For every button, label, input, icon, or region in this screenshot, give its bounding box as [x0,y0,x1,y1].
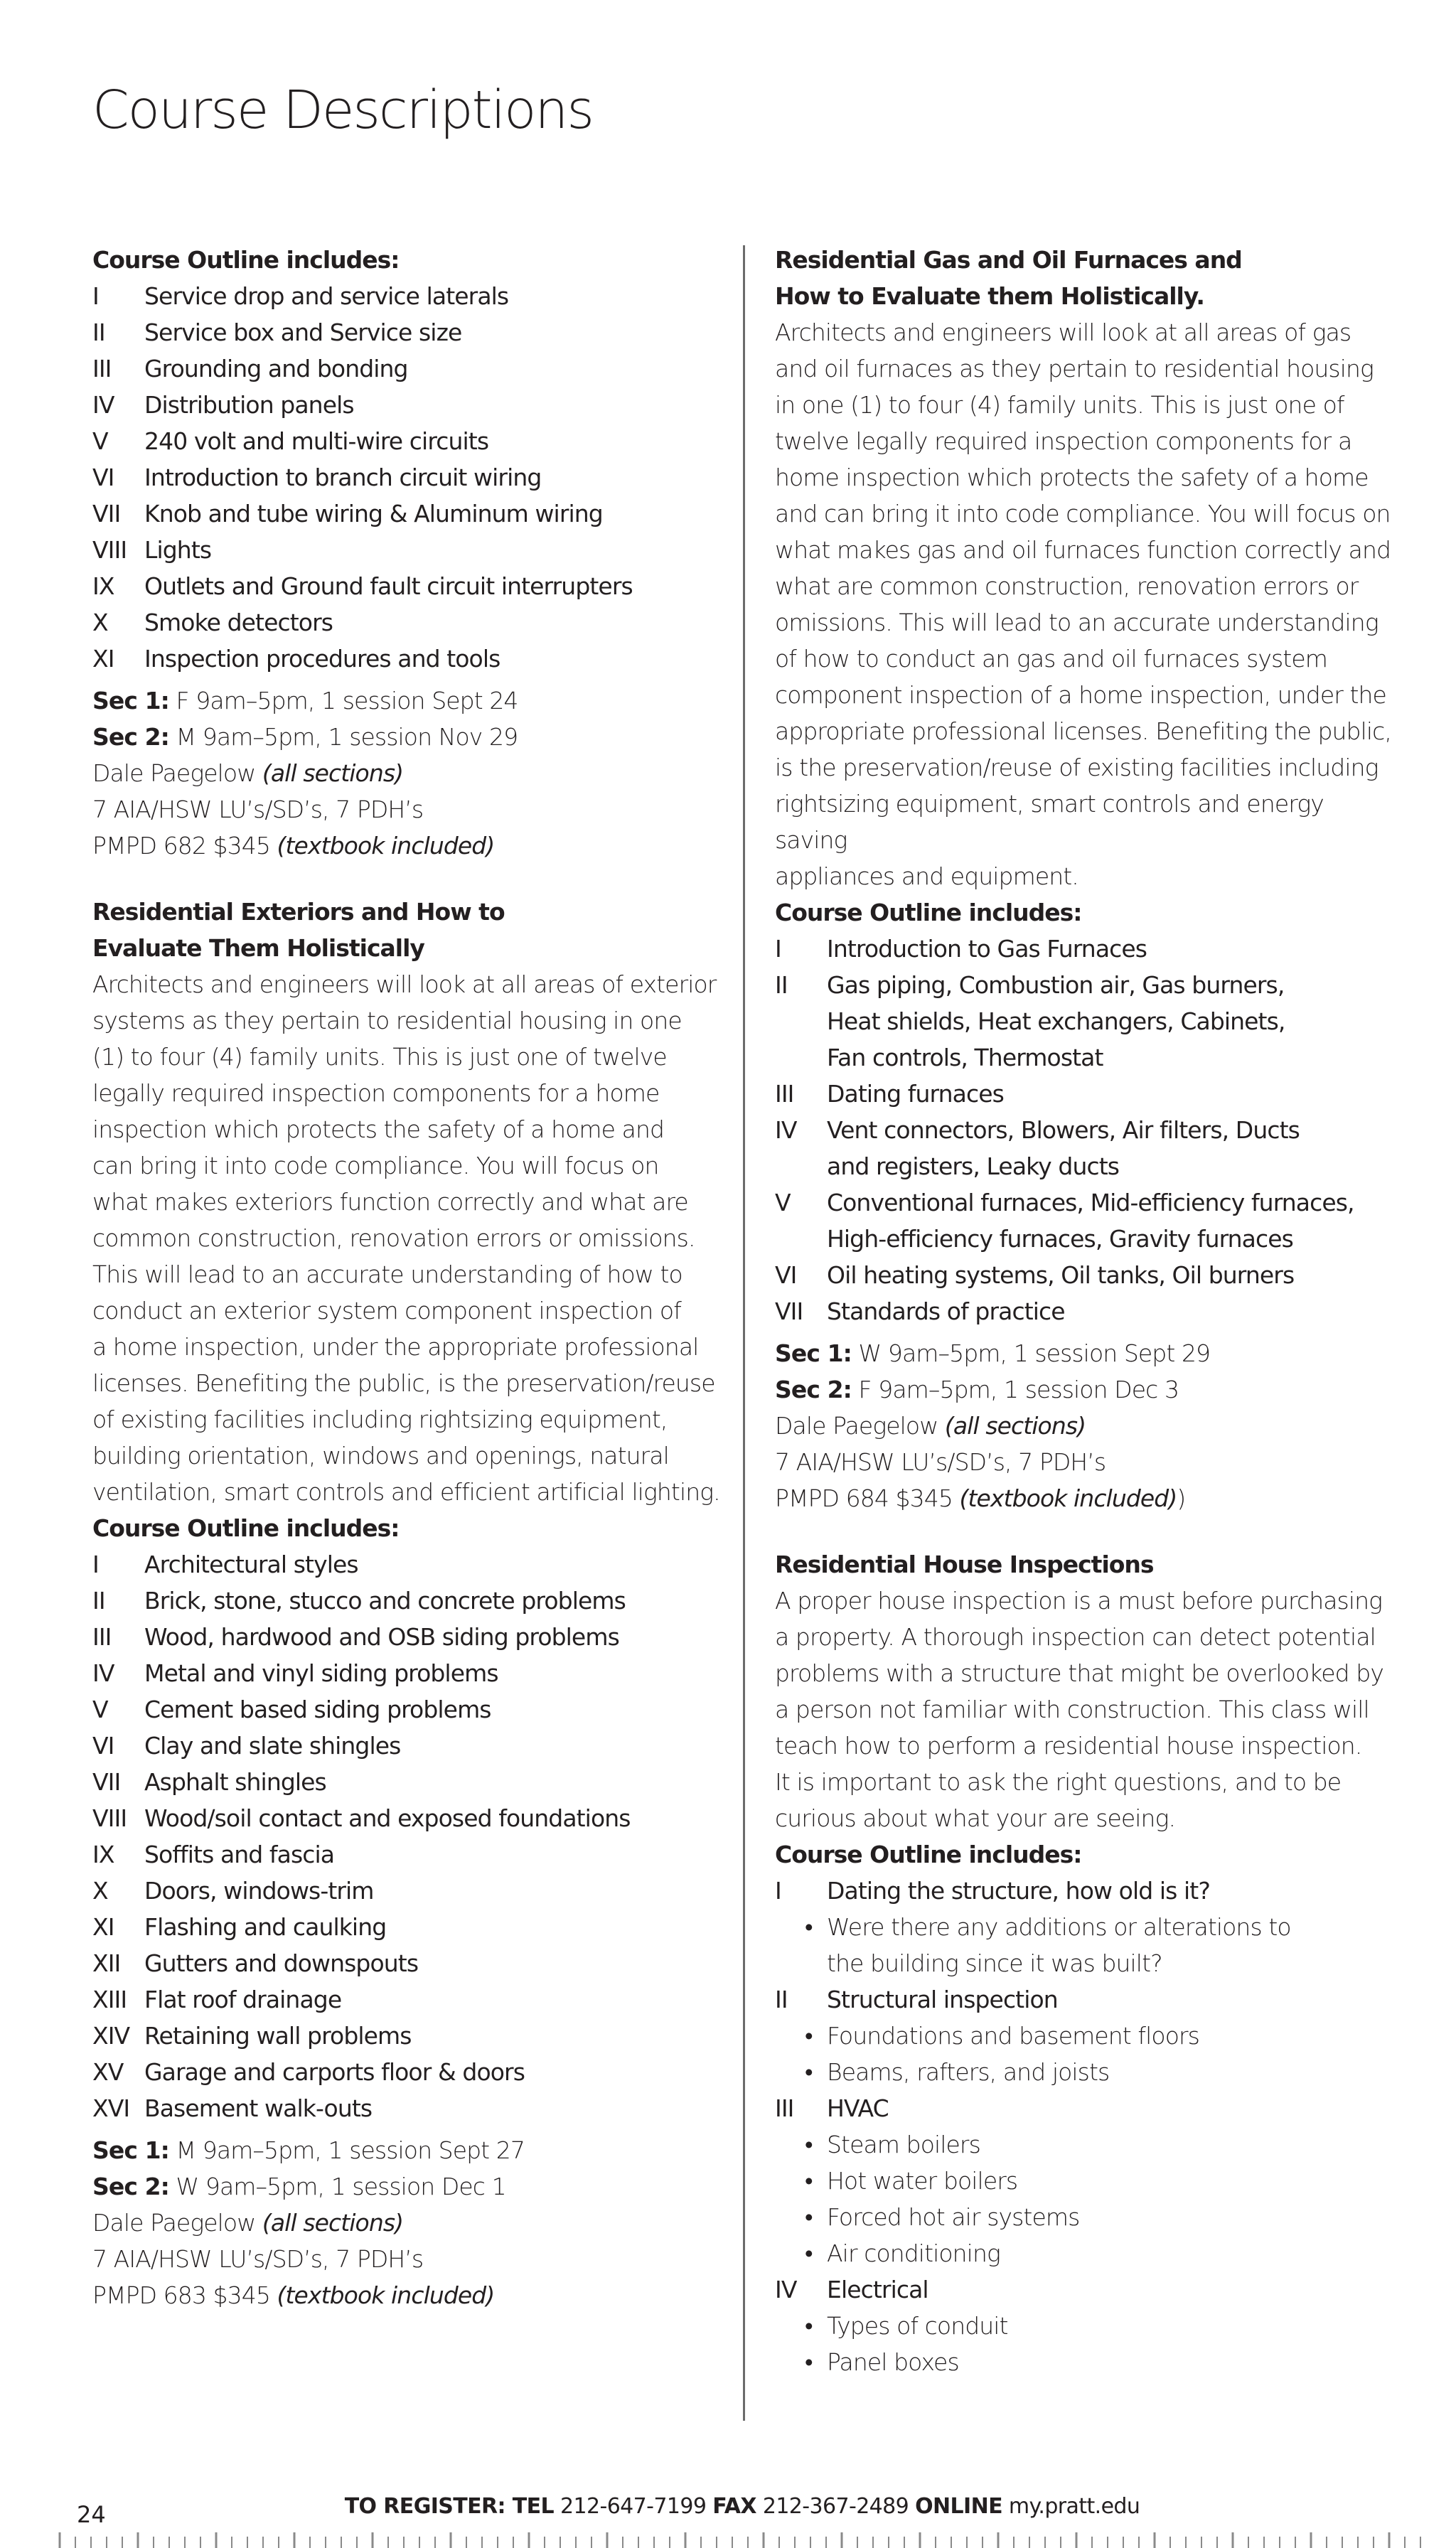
register-label: TO REGISTER: [344,2494,513,2519]
course-title-line: Residential Gas and Oil Furnaces and [775,246,1242,274]
item-number: III [92,1623,112,1651]
item-text: Clay and slate shingles [144,1732,401,1760]
item-text-line: Introduction to Gas Furnaces [827,935,1147,963]
description-line: problems with a structure that might be overlooked by [775,1659,1383,1687]
item-text: Electrical [827,2276,928,2303]
course-code: PMPD 683 $345 [92,2281,277,2309]
description-line: what are common construction, renovation errors or [775,572,1359,600]
list-item [775,1873,1401,1909]
description-line: of existing facilities including rightsizing equipment, [92,1406,668,1433]
course-description [92,966,725,1510]
description-line: teach how to perform a residential house inspection. [775,1732,1362,1760]
outline-list [775,1873,1401,2380]
item-number: IX [92,572,114,600]
list-item [92,2018,725,2054]
list-item [775,1293,1401,1329]
item-number: XV [92,2058,124,2086]
outline-heading: Course Outline includes: [92,246,400,274]
item-text: Lights [144,536,212,564]
item-number: II [92,1587,105,1615]
description-line: a home inspection, under the appropriate professional [92,1333,699,1361]
list-item [775,1981,1401,2018]
item-number: II [775,971,788,999]
description-line: a person not familiar with construction. This class will [775,1696,1369,1723]
course-title [92,894,725,966]
bullet-icon: • [805,1913,813,1941]
list-item [92,423,725,459]
item-text [827,1257,1401,1293]
item-text: Metal and vinyl siding problems [144,1659,498,1687]
section-2 [92,719,725,755]
item-number: VII [92,1768,121,1796]
instructor-note: (all sections) [944,1412,1086,1440]
item-number: X [92,609,108,636]
list-item [92,568,725,604]
item-text: Flat roof drainage [144,1986,342,2013]
textbook-note-tail: ) [1177,1484,1186,1512]
spacer [92,864,725,894]
tel-label: TEL [512,2494,555,2519]
right-column [775,242,1401,2380]
item-number: XII [92,1949,121,1977]
item-number: IV [775,1116,797,1144]
course-title-line: How to Evaluate them Holistically. [775,282,1204,310]
instructor-note: (all sections) [262,2209,404,2237]
item-number: XVI [92,2094,130,2122]
item-text: Structural inspection [827,1986,1058,2013]
list-item [775,1112,1401,1184]
item-text: Service drop and service laterals [144,282,509,310]
description-line: a property. A thorough inspection can detect potential [775,1623,1376,1651]
description-line: appropriate professional licenses. Benefiting the public, [775,717,1391,745]
list-item [92,350,725,387]
instructor-name: Dale Paegelow [92,2209,262,2237]
course-description [775,1583,1401,1836]
item-number: II [92,318,105,346]
textbook-note: (textbook included) [959,1484,1177,1512]
description-line: omissions. This will lead to an accurate understanding [775,609,1379,636]
course-title-line: Residential Exteriors and How to [92,898,505,926]
list-item [775,967,1401,1076]
description-line: home inspection which protects the safety of a home [775,464,1369,491]
outline-list [775,931,1401,1329]
section-1-schedule: M 9am–5pm, 1 session Sept 27 [168,2136,525,2164]
item-text-line: Oil heating systems, Oil tanks, Oil burners [827,1261,1295,1289]
course-code-price [92,2277,725,2313]
list-item [92,1546,725,1583]
bullet-text [827,1909,1401,1981]
item-number: VIII [92,536,127,564]
item-number: XI [92,1913,114,1941]
list-item [92,1655,725,1691]
item-text [827,967,1401,1076]
item-number: I [92,1551,99,1578]
bullet-item [775,2054,1401,2090]
item-number: V [92,1696,108,1723]
bullet-icon: • [805,2203,813,2231]
section-2-label: Sec 2: [775,1376,852,1403]
item-text: Wood, hardwood and OSB siding problems [144,1623,619,1651]
bullet-text: Types of conduit [827,2312,1008,2340]
course-title: Residential House Inspections [775,1551,1154,1578]
item-text: Inspection procedures and tools [144,645,500,673]
left-column [92,242,725,2313]
section-1 [775,1335,1401,1371]
instructor [92,755,725,791]
item-text-line: Dating furnaces [827,1080,1004,1108]
course-furnaces [775,242,1401,1516]
description-line: appliances and equipment. [775,862,1078,890]
item-text: Garage and carports floor & doors [144,2058,525,2086]
item-text: Flashing and caulking [144,1913,387,1941]
section-2-schedule: F 9am–5pm, 1 session Dec 3 [851,1376,1179,1403]
list-item [92,1619,725,1655]
list-item [92,2054,725,2090]
outline-heading: Course Outline includes: [775,899,1082,926]
item-text-line: Gas piping, Combustion air, Gas burners, [827,971,1285,999]
list-item [92,1800,725,1836]
item-text: Wood/soil contact and exposed foundations [144,1804,631,1832]
section-info [775,1335,1401,1516]
item-number: III [775,2094,794,2122]
description-line: component inspection of a home inspection, under the [775,681,1386,709]
item-number: IV [775,2276,797,2303]
description-line: what makes exteriors function correctly and what are [92,1188,688,1216]
description-line: curious about what your are seeing. [775,1804,1176,1832]
item-number: VII [775,1297,803,1325]
list-item [92,2090,725,2126]
description-line: what makes gas and oil furnaces function correctly and [775,536,1391,564]
description-line: (1) to four (4) family units. This is just one of twelve [92,1043,667,1071]
textbook-note: (textbook included) [277,832,495,860]
item-text [827,1112,1401,1184]
item-number: IV [92,391,114,419]
outline-heading: Course Outline includes: [92,1514,400,1542]
description-line: in one (1) to four (4) family units. This is just one of [775,391,1344,419]
section-2-label: Sec 2: [92,2173,169,2200]
list-item [775,1076,1401,1112]
bullet-text-line: Were there any additions or alterations to [827,1913,1291,1941]
list-item [775,2090,1401,2126]
course-exteriors [92,894,725,2313]
list-item [92,278,725,314]
list-item [92,604,725,641]
bullet-icon: • [805,2058,813,2086]
item-number: I [775,935,781,963]
item-number: I [775,1877,781,1905]
bullet-item [775,2018,1401,2054]
instructor-name: Dale Paegelow [775,1412,945,1440]
item-text: Architectural styles [144,1551,358,1578]
credits: 7 AIA/HSW LU’s/SD’s, 7 PDH’s [92,796,424,823]
online-label: ONLINE [915,2494,1002,2519]
list-item [92,1583,725,1619]
list-item [92,496,725,532]
description-line: licenses. Benefiting the public, is the preservation/reuse [92,1369,715,1397]
description-line: of how to conduct an gas and oil furnaces system [775,645,1327,673]
list-item [92,1836,725,1873]
description-line: inspection which protects the safety of a home and [92,1115,665,1143]
bullet-text: Foundations and basement floors [827,2022,1199,2050]
section-1 [92,2132,725,2168]
bullet-item [775,2308,1401,2344]
bullet-text: Steam boilers [827,2131,980,2158]
list-item [92,387,725,423]
item-text: Retaining wall problems [144,2022,412,2050]
item-number: IV [92,1659,114,1687]
item-number: V [92,427,108,455]
description-line: legally required inspection components for a home [92,1079,660,1107]
section-2 [92,2168,725,2205]
item-text: Gutters and downspouts [144,1949,419,1977]
item-number: VI [92,1732,114,1760]
list-item [92,1764,725,1800]
list-item [92,1873,725,1909]
bullet-item [775,2344,1401,2380]
instructor [775,1408,1401,1444]
item-text: Service box and Service size [144,318,462,346]
list-item [92,641,725,677]
bullet-item [775,1909,1401,1981]
list-item [92,1728,725,1764]
credits: 7 AIA/HSW LU’s/SD’s, 7 PDH’s [775,1448,1106,1476]
item-text [827,1184,1401,1257]
item-text: 240 volt and multi-wire circuits [144,427,489,455]
list-item [775,1257,1401,1293]
description-line: systems as they pertain to residential housing in one [92,1007,682,1034]
credits: 7 AIA/HSW LU’s/SD’s, 7 PDH’s [92,2245,424,2273]
page-number: 24 [77,2501,106,2528]
section-1-label: Sec 1: [92,2136,169,2164]
item-number: I [92,282,99,310]
item-number: II [775,1986,788,2013]
outline-list [92,278,725,677]
item-number: VII [92,500,121,528]
list-item [775,2271,1401,2308]
list-item [775,931,1401,967]
bullet-icon: • [805,2131,813,2158]
bullet-icon: • [805,2167,813,2195]
course-electrical [92,242,725,864]
description-line: common construction, renovation errors or omissions. [92,1224,695,1252]
column-divider [743,245,745,2421]
page-title: Course Descriptions [92,80,593,141]
section-2 [775,1371,1401,1408]
item-number: XIV [92,2022,130,2050]
course-title [775,242,1401,314]
description-line: It is important to ask the right questions, and to be [775,1768,1342,1796]
item-number: X [92,1877,108,1905]
outline-list [92,1546,725,2126]
item-number: VI [92,464,114,491]
decorative-tick-rule [0,2531,1456,2548]
description-line: conduct an exterior system component inspection of [92,1297,681,1324]
item-number: VIII [92,1804,127,1832]
bullet-text: Beams, rafters, and joists [827,2058,1110,2086]
description-line: can bring it into code compliance. You will focus on [92,1152,659,1179]
bullet-icon: • [805,2348,813,2376]
item-text: Brick, stone, stucco and concrete problems [144,1587,626,1615]
item-text-line: Conventional furnaces, Mid-efficiency furnaces, [827,1189,1354,1216]
description-line: ventilation, smart controls and efficient artificial lighting. [92,1478,720,1506]
bullet-item [775,2199,1401,2235]
list-item [92,459,725,496]
registration-footer [0,2494,1456,2519]
list-item [92,532,725,568]
list-item [92,1945,725,1981]
description-line: This will lead to an accurate understanding of how to [92,1260,682,1288]
fax-number: 212-367-2489 [756,2494,916,2519]
instructor [92,2205,725,2241]
item-text: Knob and tube wiring & Aluminum wiring [144,500,603,528]
description-line: building orientation, windows and openings, natural [92,1442,669,1470]
course-house-inspections [775,1546,1401,2380]
item-text-line: and registers, Leaky ducts [827,1152,1120,1180]
list-item [92,314,725,350]
bullet-text: Panel boxes [827,2348,959,2376]
item-text-line: Standards of practice [827,1297,1065,1325]
course-code-price [92,828,725,864]
section-1 [92,682,725,719]
item-text: Outlets and Ground fault circuit interrupters [144,572,633,600]
description-line: and can bring it into code compliance. You will focus on [775,500,1391,528]
item-text [827,1293,1401,1329]
bullet-icon: • [805,2239,813,2267]
description-line: is the preservation/reuse of existing facilities including [775,754,1379,781]
bullet-text-line: the building since it was built? [827,1949,1162,1977]
item-text: Asphalt shingles [144,1768,326,1796]
section-2-schedule: M 9am–5pm, 1 session Nov 29 [168,723,518,751]
course-title-line: Evaluate Them Holistically [92,934,424,962]
section-info [92,2132,725,2313]
item-text [827,1076,1401,1112]
item-number: IX [92,1841,114,1868]
bullet-item [775,2126,1401,2163]
item-text-line: Vent connectors, Blowers, Air filters, Ducts [827,1116,1300,1144]
textbook-note: (textbook included) [277,2281,495,2309]
section-1-schedule: W 9am–5pm, 1 session Sept 29 [851,1339,1211,1367]
item-number: XI [92,645,114,673]
description-line: A proper house inspection is a must before purchasing [775,1587,1383,1615]
bullet-icon: • [805,2022,813,2050]
item-text [827,931,1401,967]
item-number: III [92,355,112,382]
item-text: Doors, windows-trim [144,1877,374,1905]
section-1-label: Sec 1: [92,687,169,714]
course-description [775,314,1401,894]
item-text: HVAC [827,2094,889,2122]
course-code: PMPD 684 $345 [775,1484,960,1512]
bullet-text: Hot water boilers [827,2167,1018,2195]
bullet-text: Air conditioning [827,2239,1000,2267]
description-line: and oil furnaces as they pertain to residential housing [775,355,1374,382]
list-item [92,1691,725,1728]
item-text: Grounding and bonding [144,355,408,382]
bullet-icon: • [805,2312,813,2340]
item-text: Introduction to branch circuit wiring [144,464,542,491]
spacer [775,1516,1401,1546]
section-1-schedule: F 9am–5pm, 1 session Sept 24 [168,687,518,714]
description-line: Architects and engineers will look at all areas of gas [775,318,1351,346]
section-2-label: Sec 2: [92,723,169,751]
tel-number[interactable]: 212-647-7199 [554,2494,713,2519]
item-text: Soffits and fascia [144,1841,335,1868]
fax-label: FAX [712,2494,756,2519]
item-text-line: Heat shields, Heat exchangers, Cabinets, [827,1007,1285,1035]
item-number: III [775,1080,794,1108]
section-info [92,682,725,864]
course-code: PMPD 682 $345 [92,832,277,860]
list-item [92,1909,725,1945]
outline-heading: Course Outline includes: [775,1841,1082,1868]
description-line: twelve legally required inspection components for a [775,427,1352,455]
course-code-price [775,1480,1401,1516]
item-text: Smoke detectors [144,609,333,636]
item-text: Distribution panels [144,391,354,419]
item-text: Basement walk-outs [144,2094,373,2122]
list-item [775,1184,1401,1257]
description-line: Architects and engineers will look at all areas of exterior [92,970,717,998]
section-2-schedule: W 9am–5pm, 1 session Dec 1 [168,2173,506,2200]
website-link[interactable]: my.pratt.edu [1002,2494,1140,2519]
item-text-line: Fan controls, Thermostat [827,1044,1103,1071]
item-text-line: High-efficiency furnaces, Gravity furnaces [827,1225,1293,1253]
item-number: V [775,1189,791,1216]
bullet-item [775,2163,1401,2199]
item-text: Cement based siding problems [144,1696,491,1723]
bullet-item [775,2235,1401,2271]
instructor-note: (all sections) [262,759,404,787]
item-text: Dating the structure, how old is it? [827,1877,1210,1905]
instructor-name: Dale Paegelow [92,759,262,787]
item-number: VI [775,1261,797,1289]
section-1-label: Sec 1: [775,1339,852,1367]
item-number: XIII [92,1986,127,2013]
list-item [92,1981,725,2018]
description-line: rightsizing equipment, smart controls and energy saving [775,790,1324,854]
bullet-text: Forced hot air systems [827,2203,1080,2231]
